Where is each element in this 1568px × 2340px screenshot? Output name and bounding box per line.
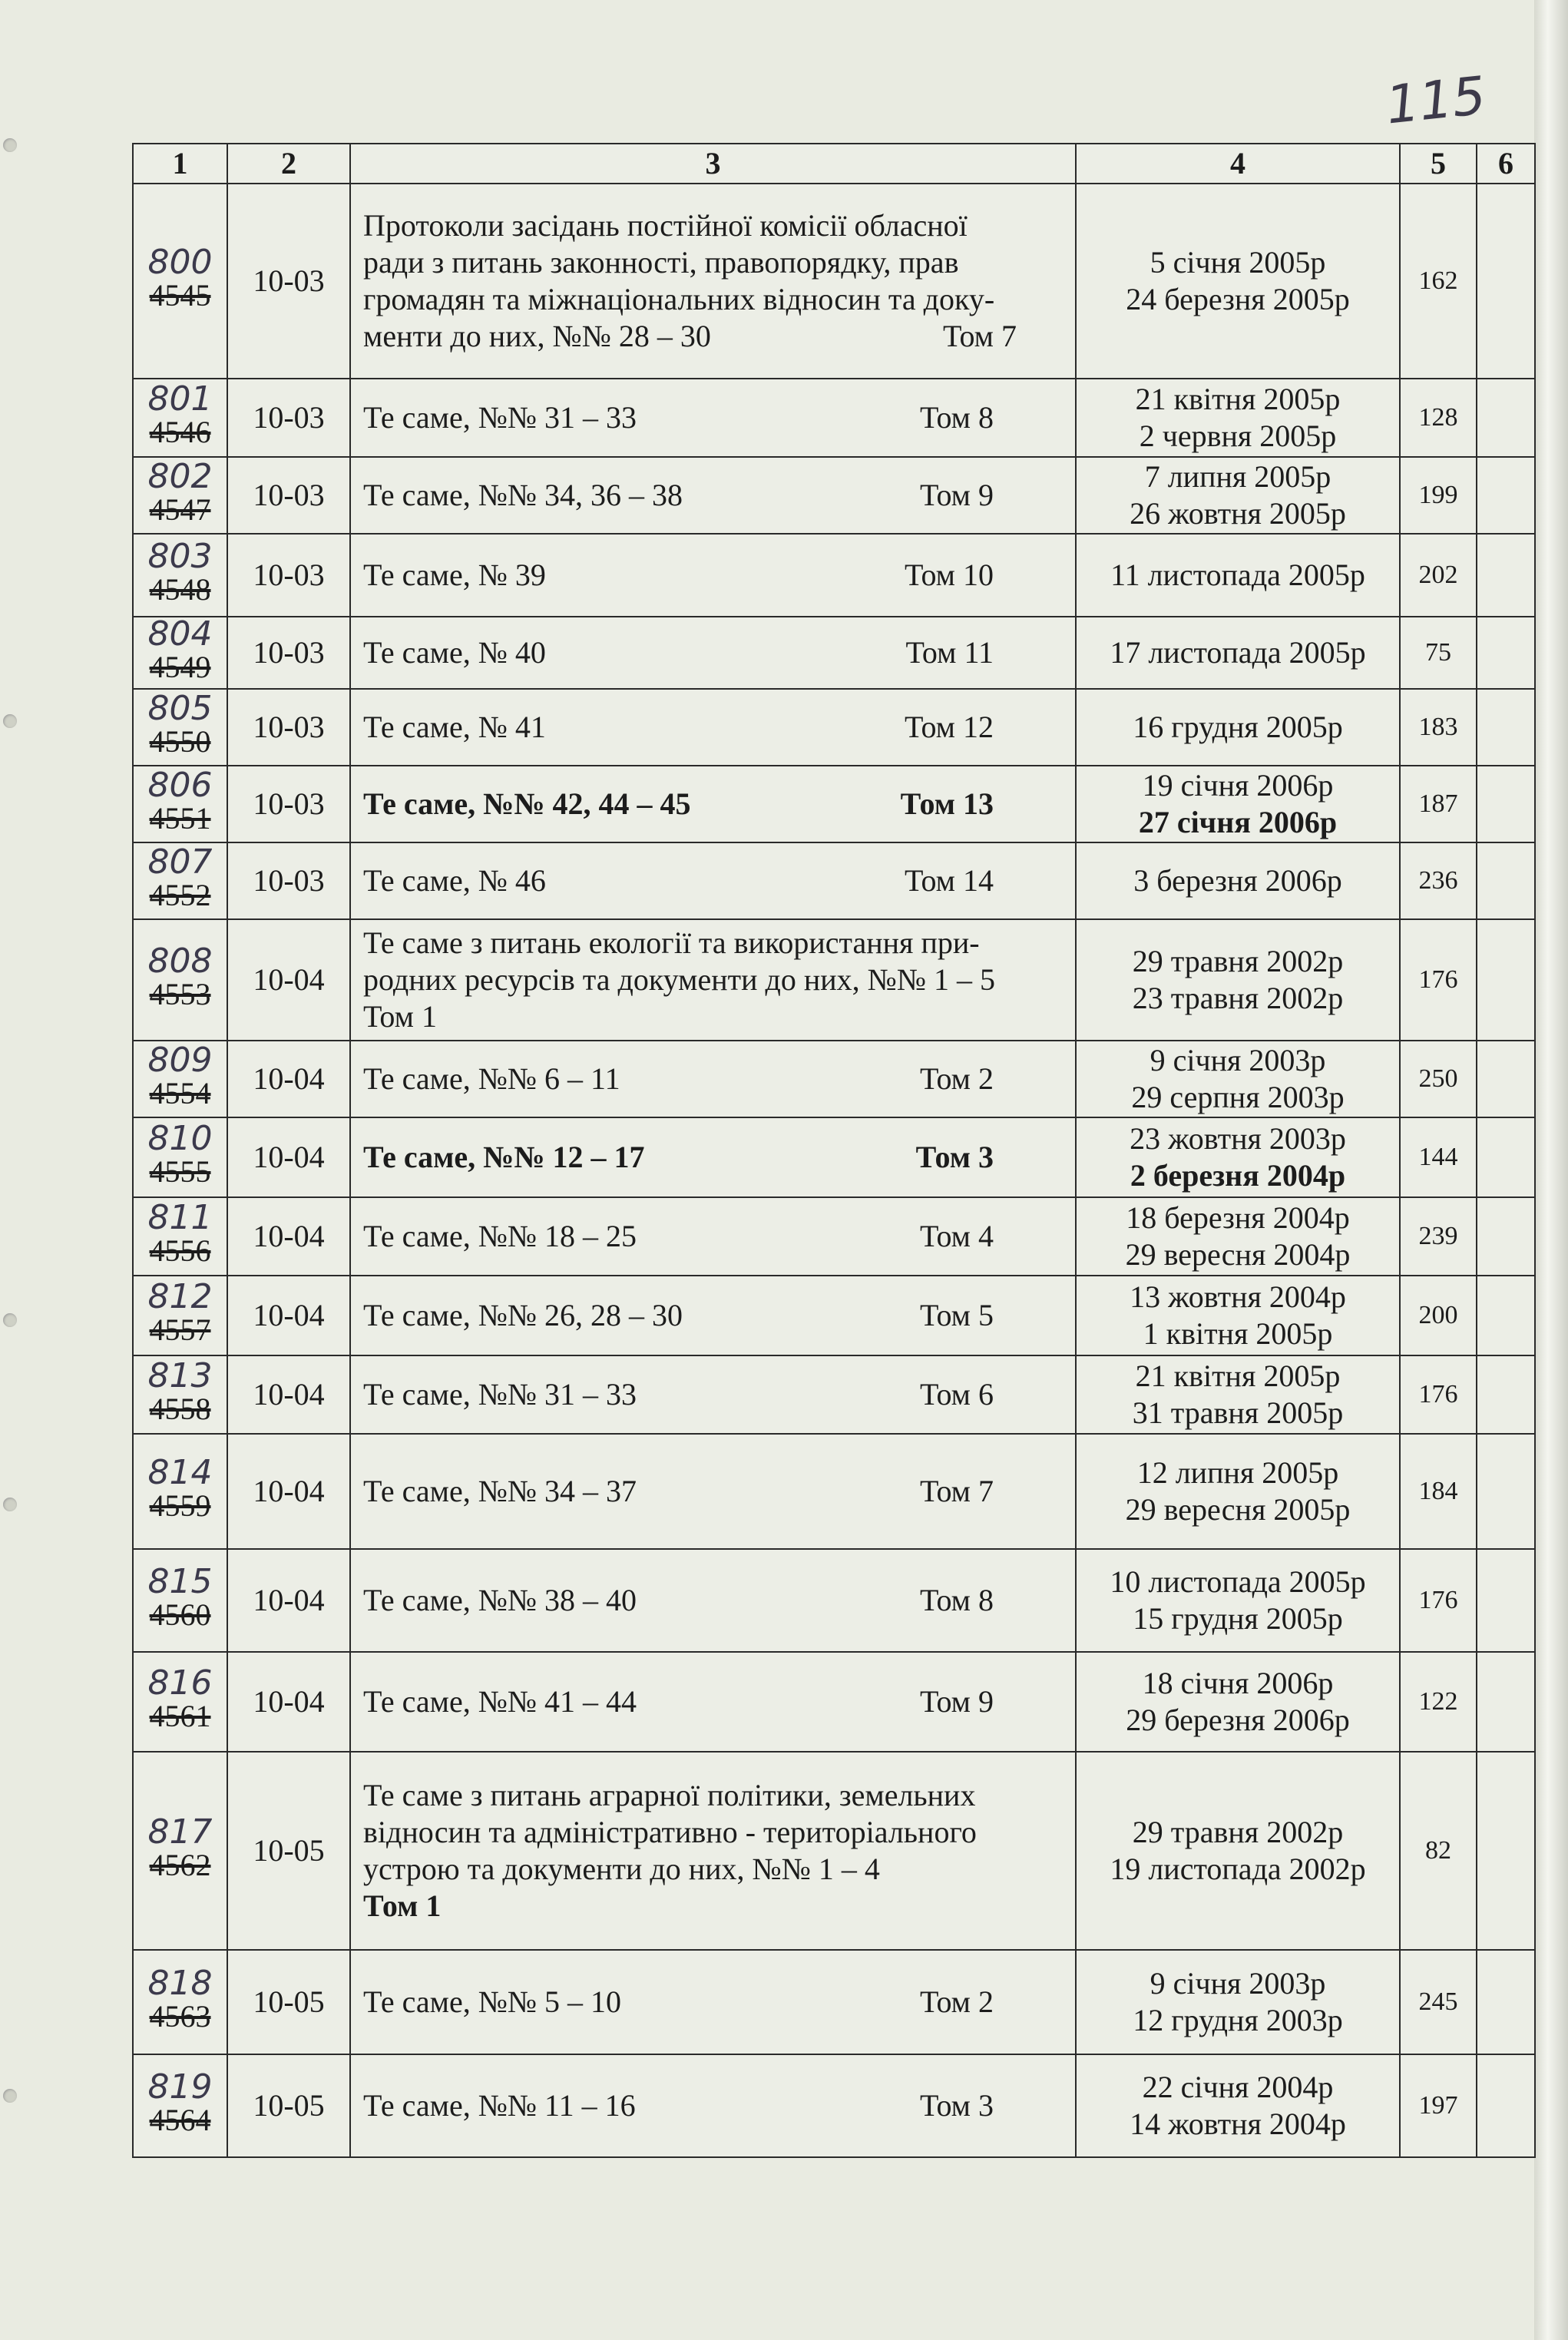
index-cell: 10-03 [227,184,350,379]
table-row [133,842,1535,919]
file-number-cell [133,1752,227,1950]
file-number-cell [133,766,227,842]
date-line: 13 жовтня 2004р [1130,1279,1346,1314]
file-number-cell [133,689,227,766]
dates-cell [1076,1752,1400,1950]
date-line: 22 січня 2004р [1142,2070,1334,2104]
notes-cell [1477,184,1535,379]
sheets-cell: 82 [1400,1752,1477,1950]
notes-cell [1477,1752,1535,1950]
index-cell: 10-04 [227,1434,350,1549]
date-line: 23 травня 2002р [1132,981,1344,1015]
handwritten-new-number: 814 [147,1453,213,1492]
index-cell: 10-04 [227,1041,350,1117]
handwritten-new-number: 804 [147,614,213,654]
table-row [133,457,1535,534]
title-line: Те саме з питань аграрної політики, земельних [363,1778,976,1812]
title: Те саме, №№ 12 – 17 [363,1140,645,1174]
table-row [133,1117,1535,1197]
title-line: менти до них, №№ 28 – 30 Том 7 [363,319,1017,353]
sheets-cell: 176 [1400,1355,1477,1434]
file-number-cell [133,457,227,534]
title: Те саме, № 46 [363,863,546,898]
table-row [133,689,1535,766]
handwritten-new-number: 808 [147,942,213,981]
date-line: 23 жовтня 2003р [1130,1121,1346,1156]
sheets-cell: 200 [1400,1276,1477,1355]
header-col-2: 2 [227,144,350,184]
table-row [133,534,1535,617]
table-row [133,1041,1535,1117]
volume-label: Том 6 [920,1377,994,1412]
date-line: 26 жовтня 2005р [1130,496,1346,531]
handwritten-new-number: 815 [147,1562,213,1601]
handwritten-new-number: 802 [147,457,213,496]
dates-cell [1076,1950,1400,2054]
notes-cell [1477,1117,1535,1197]
date-line: 18 березня 2004р [1126,1200,1350,1235]
notes-cell [1477,1355,1535,1434]
table-row [133,1652,1535,1752]
dates-cell [1076,842,1400,919]
title-cell [350,919,1076,1041]
date-line: 29 вересня 2004р [1125,1237,1351,1272]
title-cell [350,1041,1076,1117]
file-number-cell [133,2054,227,2157]
date-line: 12 липня 2005р [1136,1455,1339,1490]
handwritten-new-number: 800 [147,243,213,282]
old-number-struck: 4545 [149,278,211,313]
sheets-cell: 144 [1400,1117,1477,1197]
date-line: 31 травня 2005р [1132,1395,1344,1430]
header-row [133,144,1535,184]
old-number-struck: 4561 [149,1699,211,1733]
old-number-struck: 4549 [149,650,211,684]
old-number-struck: 4560 [149,1597,211,1632]
date-line: 16 грудня 2005р [1133,710,1343,744]
notes-cell [1477,919,1535,1041]
header-col-6: 6 [1477,144,1535,184]
table-row [133,1434,1535,1549]
handwritten-new-number: 819 [147,2067,213,2107]
sheets-cell: 187 [1400,766,1477,842]
volume-label: Том 9 [920,478,994,512]
volume-label: Том 8 [920,1583,994,1617]
dates-cell [1076,184,1400,379]
file-number-cell [133,1434,227,1549]
volume-label: Том 7 [943,319,1017,353]
title-line: Те саме з питань екології та використання при- [363,925,980,960]
handwritten-new-number: 813 [147,1356,213,1395]
old-number-struck: 4553 [149,977,211,1011]
handwritten-new-number: 805 [147,689,213,728]
handwritten-new-number: 803 [147,537,213,576]
handwritten-new-number: 807 [147,842,213,882]
title: Те саме, №№ 11 – 16 [363,2088,636,2123]
old-number-struck: 4554 [149,1076,211,1110]
file-number-cell [133,1355,227,1434]
volume-label: Том 9 [920,1684,994,1719]
index-cell: 10-03 [227,842,350,919]
title-line: устрою та документи до них, №№ 1 – 4 [363,1852,880,1886]
date-line: 19 листопада 2002р [1110,1852,1366,1886]
file-number-cell [133,614,227,689]
title-cell [350,457,1076,534]
notes-cell [1477,617,1535,689]
old-number-struck: 4552 [149,878,211,912]
header-col-5: 5 [1400,144,1477,184]
dates-cell [1076,1276,1400,1355]
handwritten-new-number: 818 [147,1964,213,2003]
title: Те саме, №№ 42, 44 – 45 [363,786,691,821]
date-line: 11 листопада 2005р [1110,558,1365,592]
index-cell: 10-04 [227,1276,350,1355]
old-number-struck: 4562 [149,1848,211,1882]
sheets-cell: 122 [1400,1652,1477,1752]
old-number-struck: 4547 [149,492,211,527]
date-line: 2 березня 2004р [1130,1158,1346,1193]
file-number-cell [133,1549,227,1652]
date-line: 18 січня 2006р [1142,1666,1334,1700]
date-line: 29 вересня 2005р [1125,1492,1351,1527]
notes-cell [1477,457,1535,534]
old-number-struck: 4555 [149,1154,211,1189]
notes-cell [1477,1652,1535,1752]
sheets-cell: 236 [1400,842,1477,919]
date-line: 19 січня 2006р [1142,768,1334,803]
title-cell [350,1276,1076,1355]
file-number-cell [133,1950,227,2054]
file-number-cell [133,842,227,919]
sheets-cell: 239 [1400,1197,1477,1276]
table-row [133,1549,1535,1652]
dates-cell [1076,1197,1400,1276]
table-row [133,1752,1535,1950]
old-number-struck: 4564 [149,2103,211,2137]
index-cell: 10-03 [227,617,350,689]
handwritten-new-number: 817 [147,1812,213,1852]
sheets-cell: 197 [1400,2054,1477,2157]
volume-label: Том 3 [920,2088,994,2123]
notes-cell [1477,842,1535,919]
sheets-cell: 128 [1400,379,1477,457]
title-line: родних ресурсів та документи до них, №№ 1 – 5 [363,962,996,997]
handwritten-new-number: 806 [147,766,213,805]
handwritten-new-number: 812 [147,1277,213,1316]
sheets-cell: 183 [1400,689,1477,766]
handwritten-new-number: 816 [147,1663,213,1703]
title-cell [350,766,1076,842]
notes-cell [1477,534,1535,617]
volume-label: Том 5 [920,1298,994,1332]
title-cell [350,689,1076,766]
old-number-struck: 4559 [149,1488,211,1523]
sheets-cell: 199 [1400,457,1477,534]
title: Те саме, № 39 [363,558,546,592]
title: Те саме, №№ 5 – 10 [363,1984,622,2019]
date-line: 7 липня 2005р [1144,459,1331,494]
date-line: 29 травня 2002р [1132,1815,1344,1849]
dates-cell [1076,689,1400,766]
file-number-cell [133,379,227,457]
volume-label: Том 10 [905,558,994,592]
title: Те саме, №№ 34, 36 – 38 [363,478,683,512]
notes-cell [1477,1276,1535,1355]
old-number-struck: 4551 [149,801,211,836]
title: Те саме, №№ 18 – 25 [363,1219,637,1253]
file-number-cell [133,1117,227,1197]
old-number-struck: 4557 [149,1312,211,1347]
volume-label: Том 12 [905,710,994,744]
dates-cell [1076,534,1400,617]
dates-cell [1076,1652,1400,1752]
volume-label: Том 2 [920,1984,994,2019]
table-row [133,919,1535,1041]
date-line: 1 квітня 2005р [1143,1316,1333,1351]
volume-label: Том 8 [920,400,994,435]
sheets-cell: 176 [1400,919,1477,1041]
title-cell [350,1197,1076,1276]
page-edge [1534,0,1568,2340]
index-cell: 10-04 [227,919,350,1041]
notes-cell [1477,766,1535,842]
title-line: Том 1 [363,1888,442,1923]
dates-cell [1076,617,1400,689]
dates-cell [1076,2054,1400,2157]
table-row [133,1276,1535,1355]
date-line: 27 січня 2006р [1138,805,1338,839]
title-cell [350,1652,1076,1752]
title-cell [350,1950,1076,2054]
notes-cell [1477,1950,1535,2054]
volume-label: Том 3 [915,1140,994,1174]
date-line: 21 квітня 2005р [1135,382,1341,416]
title-cell [350,1434,1076,1549]
file-number-cell [133,1652,227,1752]
volume-label: Том 13 [900,786,994,821]
table-row [133,184,1535,379]
notes-cell [1477,689,1535,766]
index-cell: 10-03 [227,379,350,457]
title-line: ради з питань законності, правопорядку, прав [363,245,959,280]
title-cell [350,1355,1076,1434]
index-cell: 10-03 [227,457,350,534]
volume-label: Том 11 [905,635,994,670]
index-cell: 10-04 [227,1549,350,1652]
title: Те саме, №№ 6 – 11 [363,1061,620,1096]
dates-cell [1076,1434,1400,1549]
table-row [133,1197,1535,1276]
index-cell: 10-04 [227,1652,350,1752]
title: Те саме, № 40 [363,635,546,670]
title: Те саме, №№ 26, 28 – 30 [363,1298,683,1332]
file-number-cell [133,1041,227,1117]
dates-cell [1076,1549,1400,1652]
index-cell: 10-05 [227,1950,350,2054]
index-cell: 10-03 [227,766,350,842]
date-line: 2 червня 2005р [1139,419,1337,453]
header-col-1: 1 [133,144,227,184]
handwritten-new-number: 811 [147,1198,213,1237]
date-line: 14 жовтня 2004р [1130,2107,1346,2141]
file-number-cell [133,1276,227,1355]
date-line: 5 січня 2005р [1150,245,1326,280]
old-number-struck: 4556 [149,1233,211,1268]
title: Те саме, № 41 [363,710,546,744]
old-number-struck: 4550 [149,724,211,759]
table-row [133,617,1535,689]
sheets-cell: 250 [1400,1041,1477,1117]
old-number-struck: 4546 [149,415,211,449]
title: Те саме, №№ 41 – 44 [363,1684,637,1719]
date-line: 9 січня 2003р [1150,1966,1326,2001]
dates-cell [1076,1041,1400,1117]
title-cell [350,184,1076,379]
index-cell: 10-04 [227,1355,350,1434]
old-number-struck: 4563 [149,1999,211,2034]
title-cell [350,534,1076,617]
old-number-struck: 4548 [149,572,211,607]
handwritten-new-number: 801 [147,379,213,419]
index-cell: 10-05 [227,1752,350,1950]
handwritten-new-number: 810 [147,1119,213,1158]
notes-cell [1477,1434,1535,1549]
file-number-cell [133,184,227,379]
title-cell [350,2054,1076,2157]
handwritten-page-number: 115 [1383,65,1489,137]
table-row [133,1355,1535,1434]
index-cell: 10-05 [227,2054,350,2157]
dates-cell [1076,457,1400,534]
index-cell: 10-03 [227,689,350,766]
dates-cell [1076,1355,1400,1434]
sheets-cell: 162 [1400,184,1477,379]
table-row [133,2054,1535,2157]
sheets-cell: 176 [1400,1549,1477,1652]
date-line: 9 січня 2003р [1150,1043,1326,1077]
header-col-3: 3 [350,144,1076,184]
title-cell [350,379,1076,457]
sheets-cell: 245 [1400,1950,1477,2054]
table-row [133,1950,1535,2054]
notes-cell [1477,2054,1535,2157]
volume-label: Том 7 [920,1474,994,1508]
volume-label: Том 2 [920,1061,994,1096]
title: Те саме, №№ 31 – 33 [363,400,637,435]
dates-cell [1076,1117,1400,1197]
title: Те саме, №№ 31 – 33 [363,1377,637,1412]
title-line: Том 1 [363,999,437,1034]
inventory-table [132,143,1536,2158]
handwritten-new-number: 809 [147,1041,213,1080]
index-cell: 10-04 [227,1117,350,1197]
date-line: 15 грудня 2005р [1133,1601,1343,1636]
date-line: 12 грудня 2003р [1133,2003,1343,2037]
volume-label: Том 4 [920,1219,994,1253]
title-cell [350,617,1076,689]
index-cell: 10-03 [227,534,350,617]
dates-cell [1076,766,1400,842]
file-number-cell [133,534,227,617]
title-cell [350,1117,1076,1197]
title: Те саме, №№ 38 – 40 [363,1583,637,1617]
date-line: 24 березня 2005р [1126,282,1350,316]
sheets-cell: 75 [1400,617,1477,689]
title-cell [350,842,1076,919]
table-row [133,379,1535,457]
table-row [133,766,1535,842]
dates-cell [1076,919,1400,1041]
volume-label: Том 14 [905,863,994,898]
title-cell [350,1752,1076,1950]
date-line: 10 листопада 2005р [1110,1564,1366,1599]
file-number-cell [133,1197,227,1276]
header-col-4: 4 [1076,144,1400,184]
title-cell [350,1549,1076,1652]
date-line: 3 березня 2006р [1133,863,1342,898]
dates-cell [1076,379,1400,457]
title: Те саме, №№ 34 – 37 [363,1474,637,1508]
date-line: 29 березня 2006р [1126,1703,1350,1737]
old-number-struck: 4558 [149,1392,211,1426]
sheets-cell: 184 [1400,1434,1477,1549]
date-line: 21 квітня 2005р [1135,1359,1341,1393]
date-line: 29 серпня 2003р [1131,1080,1345,1114]
notes-cell [1477,1549,1535,1652]
date-line: 17 листопада 2005р [1110,635,1366,670]
title-line: відносин та адміністративно - територіального [363,1815,977,1849]
notes-cell [1477,1041,1535,1117]
notes-cell [1477,379,1535,457]
notes-cell [1477,1197,1535,1276]
title-line: Протоколи засідань постійної комісії обласної [363,208,968,243]
file-number-cell [133,919,227,1041]
date-line: 29 травня 2002р [1132,944,1344,978]
index-cell: 10-04 [227,1197,350,1276]
sheets-cell: 202 [1400,534,1477,617]
title-line: громадян та міжнаціональних відносин та доку- [363,282,995,316]
